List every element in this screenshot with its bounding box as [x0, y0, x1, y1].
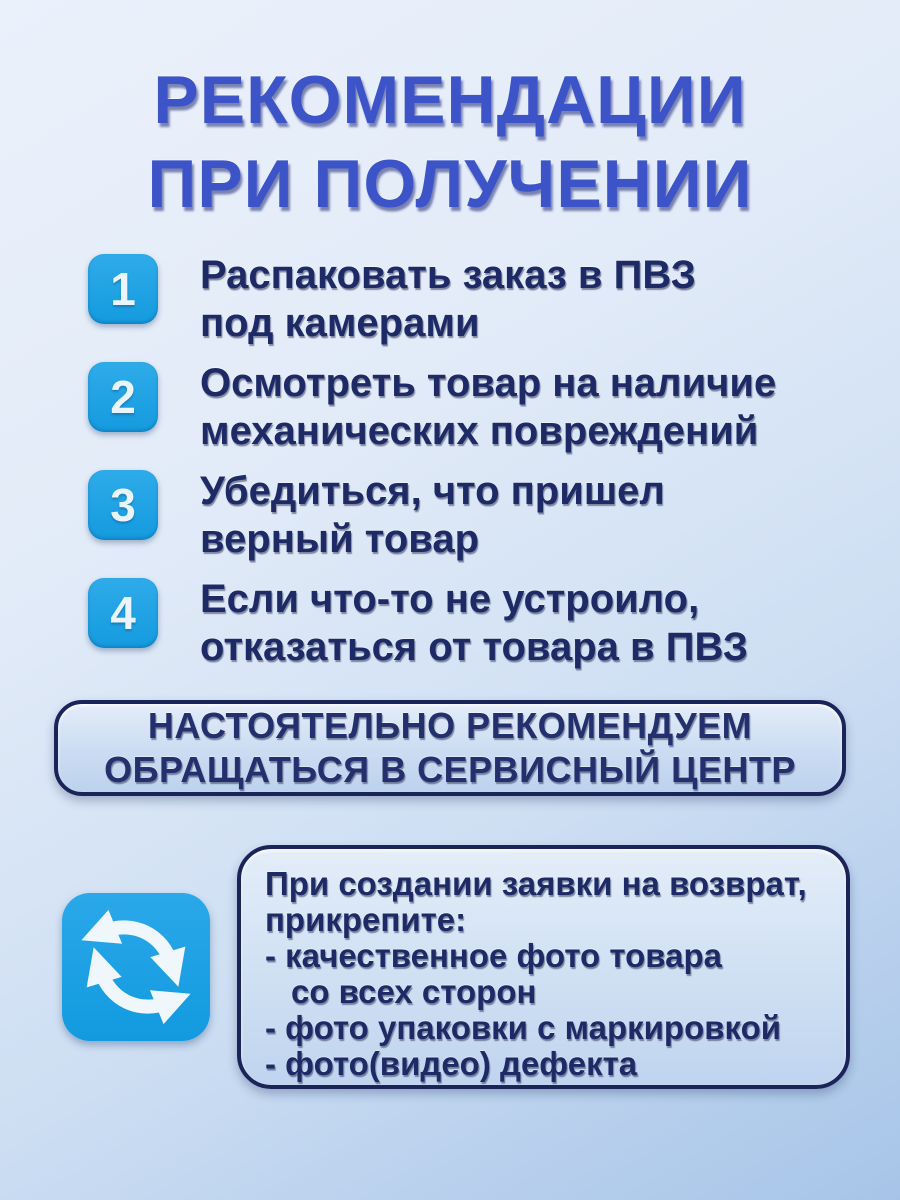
step-text-line2: механических повреждений: [200, 409, 759, 453]
step-item-4: [88, 575, 860, 671]
page-title-line1: РЕКОМЕНДАЦИИ: [153, 62, 747, 138]
return-line: - фото упаковки с маркировкой: [265, 1009, 782, 1046]
page-title-line2: ПРИ ПОЛУЧЕНИИ: [147, 146, 753, 223]
step-text-line1: Если что-то не устроило,: [200, 577, 700, 621]
step-text-line1: Осмотреть товар на наличие: [200, 361, 777, 405]
step-number-badge: 4: [88, 578, 158, 648]
step-text-line1: Распаковать заказ в ПВЗ: [200, 253, 696, 297]
exchange-arrows-icon: [62, 893, 210, 1041]
steps-list: [88, 251, 860, 671]
step-item-1: [88, 251, 860, 347]
return-instructions-box: [237, 845, 850, 1089]
step-text-line1: Убедиться, что пришел: [200, 469, 665, 513]
page-title: [0, 58, 900, 227]
notice-line2: ОБРАЩАТЬСЯ В СЕРВИСНЫЙ ЦЕНТР: [104, 749, 796, 790]
return-line: прикрепите:: [265, 901, 467, 938]
service-center-notice: [54, 700, 846, 796]
step-text: [200, 467, 665, 563]
step-text-line2: отказаться от товара в ПВЗ: [200, 625, 748, 669]
return-line: - фото(видео) дефекта: [265, 1045, 638, 1082]
step-item-2: [88, 359, 860, 455]
return-line: - качественное фото товара: [265, 937, 722, 974]
step-text-line2: верный товар: [200, 517, 480, 561]
return-line: со всех сторон: [291, 973, 537, 1010]
return-line: При создании заявки на возврат,: [265, 865, 807, 902]
step-text: [200, 359, 776, 455]
step-text: [200, 575, 748, 671]
step-text-line2: под камерами: [200, 301, 480, 345]
step-number-badge: 2: [88, 362, 158, 432]
step-number-badge: 1: [88, 254, 158, 324]
step-text: [200, 251, 696, 347]
notice-line1: НАСТОЯТЕЛЬНО РЕКОМЕНДУЕМ: [147, 705, 753, 746]
step-item-3: [88, 467, 860, 563]
step-number-badge: 3: [88, 470, 158, 540]
